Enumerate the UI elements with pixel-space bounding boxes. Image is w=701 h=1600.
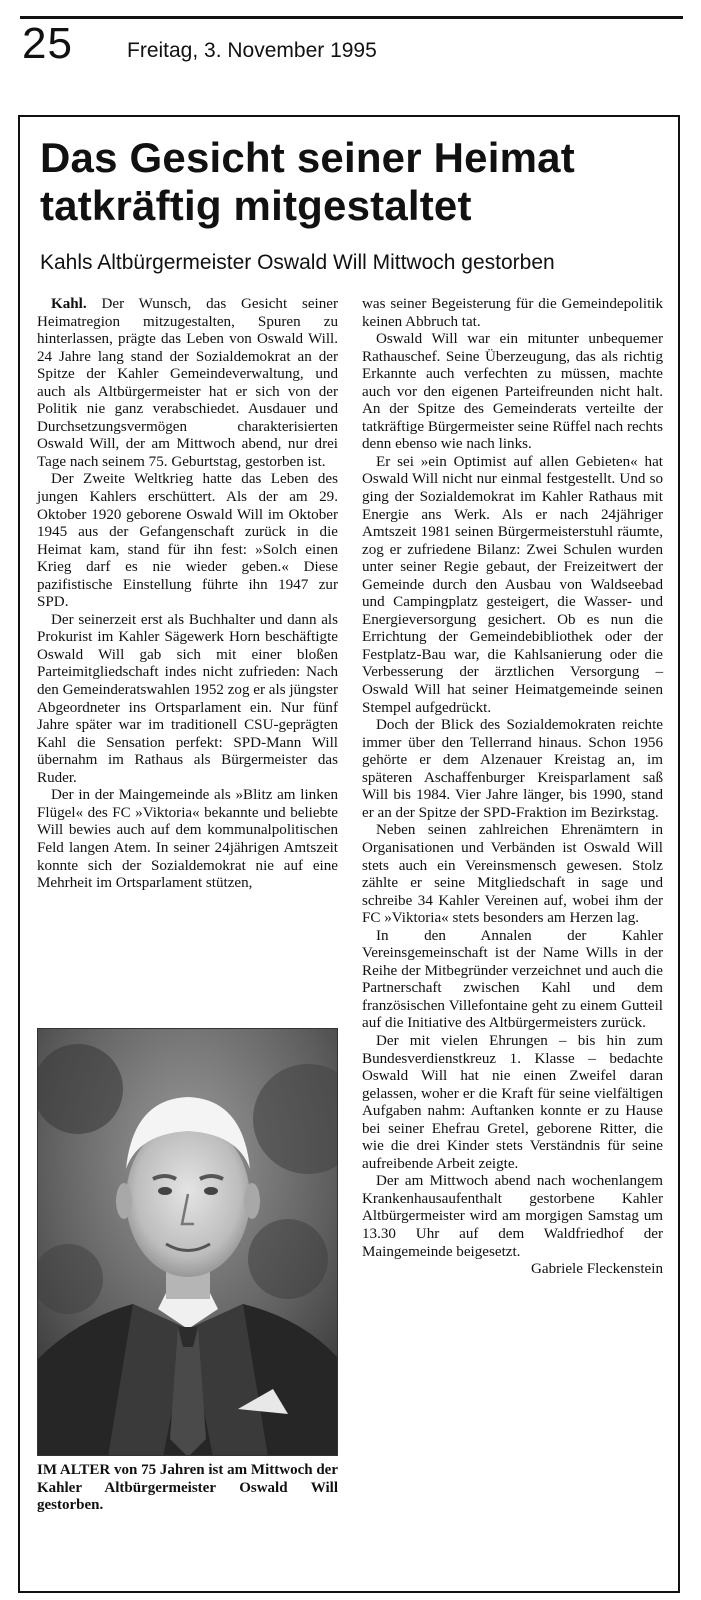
paragraph: Der Zweite Weltkrieg hatte das Leben des jungen Kahlers erschüttert. Als der am 29. Oktober 1920 geborene Oswald Will im Oktober 1945 aus der Gefangenschaft zurück in die Heimat kam, stand für ihn fest: »Solch einen Krieg darf es nie wieder geben.« Diese pazifistische Einstellung führte ihn 1947 zur SPD. (37, 471, 338, 611)
caption-text: von 75 Jahren ist am Mittwoch der Kahler Altbürgermeister Oswald Will gestorben. (37, 1462, 338, 1513)
portrait-illustration (38, 1029, 338, 1456)
paragraph: In den Annalen der Kahler Vereinsgemeinschaft ist der Name Wills in der Reihe der Mitbegründer verzeichnet und auch die Partnerschaft zwischen Kahl und dem französischen Villefontaine geht zu einem Gutteil auf die Initiative des Altbürgermeisters zurück. (362, 927, 663, 1032)
paragraph-text: Der Wunsch, das Gesicht seiner Heimatregion mitzugestalten, Spuren zu hinterlassen, prägte das Leben von Oswald Will. 24 Jahre lang stand der Sozialdemokrat an der Spitze der Kahler Gemeindeverwaltung, und auch als Altbürgermeister hat er sich von der Politik nie ganz verabschiedet. Ausdauer und Durchsetzungsvermögen charakterisierten Oswald Will, der am Mittwoch abend, nur drei Tage nach seinem 75. Geburtstag, gestorben ist. (37, 296, 338, 470)
issue-date: Freitag, 3. November 1995 (127, 39, 377, 62)
paragraph: Der seinerzeit erst als Buchhalter und dann als Prokurist im Kahler Sägewerk Horn beschäftigte Oswald Will gab sich mit einer bloßen Parteimitgliedschaft indes nicht zufrieden: Nach den Gemeinderatswahlen 1952 zog er als jüngster Abgeordneter ins Ortsparlament ein. Nur fünf Jahre später war im traditionell CSU-geprägten Kahl die Sensation perfekt: SPD-Mann Will übernahm im Rathaus als Bürgermeister das Ruder. (37, 611, 338, 786)
paragraph: Der mit vielen Ehrungen – bis hin zum Bundesverdienstkreuz 1. Klasse – bedachte Oswald Will hat nie einen Zweifel daran gelassen, woher er die Kraft für seine vielfältigen Aufgaben nahm: Auftanken konnte er zu Hause bei seiner Ehefrau Gretel, geborene Ritter, die wie die drei Kinder stets Verständnis für seine aufreibende Arbeit zeigte. (362, 1032, 663, 1172)
text-column-2 (362, 296, 663, 1279)
paragraph: was seiner Begeisterung für die Gemeindepolitik keinen Abbruch tat. (362, 296, 663, 330)
photo-caption (37, 1462, 338, 1515)
header-rule (20, 16, 683, 19)
article-subheadline: Kahls Altbürgermeister Oswald Will Mittwoch gestorben (40, 251, 555, 274)
portrait-photo (37, 1028, 338, 1456)
paragraph: Oswald Will war ein mitunter unbequemer Rathauschef. Seine Überzeugung, das als richtig Erkannte auch verfechten zu müssen, machte auch vor den eigenen Parteifreunden nicht halt. An der Spitze des Gemeinderats verteilte der tatkräftige Bürgermeister seine Rüffel nach rechts denn ebenso wie nach links. (362, 331, 663, 453)
author-byline: Gabriele Fleckenstein (530, 1261, 663, 1278)
text-column-1 (37, 296, 338, 893)
paragraph: Neben seinen zahlreichen Ehrenämtern in Organisationen und Verbänden ist Oswald Will stets auch ein Vereinsmensch gewesen. Stolz zählte er seine Mitgliedschaft in sage und schreibe 34 Kahler Vereinen auf, wobei ihm der FC »Viktoria« stets besonders am Herzen lag. (362, 822, 663, 927)
page-number: 25 (22, 19, 73, 68)
headline-line-1: Das Gesicht seiner Heimat (40, 134, 575, 181)
headline-line-2: tatkräftig mitgestaltet (40, 182, 472, 229)
paragraph-text: Der am Mittwoch abend nach wochenlangem Krankenhausaufenthalt gestorbene Kahler Altbürgermeister wird am morgigen Samstag um 13.30 Uhr auf dem Waldfriedhof der Maingemeinde beigesetzt. (362, 1173, 663, 1260)
paragraph (362, 1173, 663, 1278)
paragraph: Der in der Maingemeinde als »Blitz am linken Flügel« des FC »Viktoria« bekannte und beliebte Will bewies auch auf dem kommunalpolitischen Feld langen Atem. In seiner 24jährigen Amtszeit konnte sich der Sozialdemokrat nie auf eine Mehrheit im Ortsparlament stützen, (37, 787, 338, 892)
article-headline (40, 134, 680, 230)
paragraph: Doch der Blick des Sozialdemokraten reichte immer über den Tellerrand hinaus. Schon 1956 gehörte er dem Alzenauer Kreistag an, im späteren Aschaffenburger Kreisparlament saß Will bis 1984. Vier Jahre länger, bis 1990, stand er an der Spitze der SPD-Fraktion im Bezirkstag. (362, 717, 663, 821)
paragraph: Er sei »ein Optimist auf allen Gebieten« hat Oswald Will nicht nur einmal festgestellt. Und so ging der Sozialdemokrat im Kahler Rathaus mit Energie ans Werk. Als er nach 24jähriger Amtszeit 1981 seinen Bürgermeisterstuhl räumte, zog er zufriedene Bilanz: Zwei Schulen wurden unter seiner Regie gebaut, der Freizeitwert der Gemeinde durch den Ausbau von Waldseebad und Campingplatz gesteigert, die Wasser- und Energieversorgung gesichert. Ob es nun die Errichtung der Gemeindebibliothek oder der Festplatz-Bau war, die Kahlsanierung oder die Verbesserung der ärztlichen Versorgung – Oswald Will hat seiner Heimatgemeinde seinen Stempel aufgedrückt. (362, 453, 663, 716)
paragraph (37, 296, 338, 471)
place-dateline: Kahl. (51, 296, 87, 312)
caption-lead: IM ALTER (37, 1462, 111, 1478)
